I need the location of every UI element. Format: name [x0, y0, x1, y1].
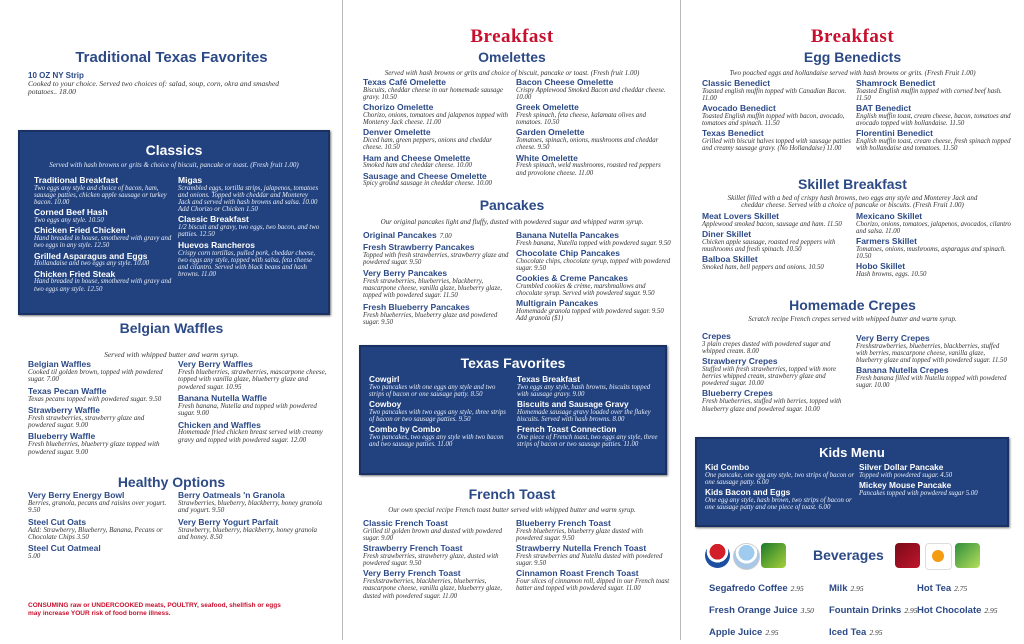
menu-item-name: Strawberry Nutella French Toast [516, 543, 647, 554]
menu-item-desc: Pancakes topped with powdered sugar 5.00 [859, 489, 978, 497]
section-title-omelettes: Omelettes [478, 49, 546, 65]
menu-item-desc: English muffin toast, cream cheese, fresh spinach topped with hollandaise and tomatoes. 11.50 [856, 138, 1011, 153]
menu-item-desc: Fresh blueberries, blueberry glaze topped with powdered sugar. 9.00 [28, 440, 160, 456]
menu-item [517, 425, 659, 448]
beverage-price: 2.95 [850, 584, 864, 593]
menu-item-desc: Homemade granola topped with powdered sugar. 9.50 Add granola ($1) [516, 308, 664, 323]
pepsi-logo-icon [705, 543, 730, 568]
menu-item-desc: Strawberries, blueberry, blackberry, honey granola and yogurt. 9.50 [178, 498, 323, 515]
menu-item [859, 463, 1004, 479]
menu-item-name: Cowgirl [369, 374, 400, 384]
menu-item [178, 215, 322, 238]
menu-item-name: Steel Cut Oatmeal [28, 543, 101, 554]
menu-item-desc: One egg any style, hash brown, two strips of bacon or one sausage patty and one piece of toast. 6.00 [705, 496, 852, 511]
menu-item-name: Kid Combo [705, 462, 750, 472]
menu-item [28, 406, 173, 430]
menu-item-name: Denver Omelette [363, 127, 431, 138]
menu-item-name: Classic Breakfast [178, 214, 249, 225]
menu-item-desc: Smoked ham and cheddar cheese. 10.00 [363, 162, 472, 170]
menu-item-name: Shamrock Benedict [856, 78, 936, 88]
french-toast-left-col [363, 519, 513, 602]
menu-item [516, 274, 671, 297]
menu-item [178, 176, 322, 213]
menu-item [28, 360, 173, 384]
menu-item [702, 332, 852, 355]
menu-item-desc: Hash browns, eggs. 10.50 [856, 271, 927, 279]
menu-item [516, 154, 671, 177]
menu-item-desc: Hand breaded in house, smothered with gravy and two eggs in any style. 12.50 [34, 235, 172, 250]
menu-item-name: Banana Nutella Crepes [856, 365, 949, 376]
menu-item-name: Very Berry Waffles [178, 359, 253, 369]
menu-item-desc: Homemade sausage gravy loaded over the flakey biscuits. Served with hash browns. 8.00 [517, 408, 651, 423]
menu-item-name: Traditional Breakfast [34, 175, 119, 185]
crepes-right-col [856, 334, 1011, 391]
menu-item-desc: Fresh strawberries, blueberries, blackberry, mascarpone cheese, vanilla glaze, blueberry glaze, topped with powdered sugar. 11.50 [363, 278, 502, 300]
menu-item [705, 463, 855, 486]
menu-item-name: Steel Cut Oats [28, 516, 87, 527]
menu-item-desc: Hand breaded in house, smothered with gravy and two eggs any style. 12.50 [34, 278, 172, 293]
menu-item [369, 375, 511, 398]
menu-item-name: Chicken Fried Chicken [34, 225, 126, 236]
menu-item [856, 366, 1011, 389]
beverage-item [829, 622, 949, 640]
menu-item-name: Strawberry Waffle [28, 404, 100, 415]
menu-item-name: Very Berry Crepes [856, 333, 930, 343]
menu-item [702, 104, 852, 127]
menu-panel-right [681, 0, 1024, 640]
menu-item-name: Classic French Toast [363, 518, 448, 528]
menu-item-name: Berry Oatmeals 'n Granola [178, 490, 285, 500]
menu-item [178, 360, 328, 391]
menu-item-name: Very Berry French Toast [363, 568, 461, 579]
menu-item-desc: Chocolate chips, chocolate syrup, topped with powdered sugar. 9.50 [516, 257, 671, 273]
menu-item-desc: Hollandaise and two eggs any style. 10.00 [34, 260, 150, 268]
menu-item-desc: Chorizo, onions, tomatoes, jalapenos, avocados, cilantro and salsa. 11.00 [856, 220, 1011, 236]
menu-item [856, 334, 1011, 364]
menu-item-name: Avocado Benedict [702, 103, 776, 114]
menu-item [363, 569, 513, 599]
beverage-item [917, 600, 1024, 618]
beverage-name: Iced Tea [829, 627, 867, 638]
menu-item [178, 518, 328, 542]
section-intro: Two poached eggs and hollandaise served with hash browns or grits. (Fresh Fruit 1.00) [729, 69, 976, 77]
menu-item [28, 491, 173, 515]
menu-item-name: Crepes [702, 331, 731, 341]
menu-panel-middle [343, 0, 681, 640]
menu-item-desc: Toasted English muffin topped with corned beef hash. 11.50 [856, 87, 1002, 103]
menu-item-name: White Omelette [516, 152, 578, 163]
menu-item-name: Combo by Combo [369, 423, 441, 434]
menu-item [28, 432, 173, 456]
menu-item-desc: Two eggs any style, hash browns, biscuits topped with sausage gravy. 9.00 [517, 383, 651, 398]
section-intro: Our own special recipe French toast butter served with whipped butter and warm syrup. [388, 506, 636, 514]
menu-item [702, 129, 852, 152]
beverage-name: Apple Juice [709, 627, 763, 638]
menu-item-name: Classic Benedict [702, 78, 771, 88]
menu-item-name: Corned Beef Hash [34, 207, 108, 218]
menu-item-name: Biscuits and Sausage Gravy [517, 398, 629, 409]
menu-item [363, 128, 513, 151]
menu-item-desc: Crispy corn tortillas, pulled pork, cheddar cheese, two eggs any style, topped with salsa, feta cheese and cilantro. Served with black beans and hash browns. 11.00 [178, 249, 316, 278]
menu-item-name: Fresh Blueberry Pancakes [363, 301, 470, 312]
benedicts-right-col [856, 79, 1011, 155]
beverage-item [917, 578, 1024, 596]
menu-item [369, 425, 511, 448]
section-title-kids: Kids Menu [819, 445, 885, 460]
food-safety-warning: CONSUMING raw or UNDERCOOKED meats, POULTRY, seafood, shellfish or eggs may increase YOUR risk of food borne illness. [28, 602, 281, 618]
menu-item-desc: Fresh strawberries, strawberry glaze and powdered sugar. 9.00 [28, 413, 145, 430]
menu-item [516, 249, 671, 272]
menu-item-name: Strawberry French Toast [363, 543, 463, 554]
menu-item [34, 176, 174, 206]
menu-item-desc: Grilled til golden brown and dusted with powdered sugar. 9.00 [363, 527, 503, 543]
pancakes-left-col [363, 231, 513, 329]
menu-item [363, 172, 513, 188]
menu-item-name: Migas [178, 175, 203, 185]
section-title-healthy-options: Healthy Options [117, 474, 226, 490]
menu-item [34, 208, 174, 224]
menu-item-desc: Fresh blueberries, strawberries, mascarpone cheese, topped with vanilla glaze, blueberry glaze and powdered sugar. 10.95 [178, 367, 327, 391]
menu-item [516, 128, 671, 151]
menu-item-name: Farmers Skillet [856, 236, 917, 247]
section-title-french-toast: French Toast [468, 486, 556, 502]
menu-item [856, 104, 1011, 127]
omelettes-right-col [516, 78, 671, 179]
skillet-left-col [702, 212, 852, 273]
menu-item-name: Chorizo Omelette [363, 102, 434, 113]
menu-item-desc: Fresh banana filled with Nutella topped with powdered sugar. 10.00 [856, 375, 1007, 390]
beverage-price: 3.50 [800, 606, 814, 615]
section-title-skillet: Skillet Breakfast [798, 176, 907, 192]
menu-item-desc: Fresh banana, Nutella and topped with powdered sugar. 9.00 [178, 401, 317, 418]
menu-item [34, 252, 174, 268]
menu-item [369, 400, 511, 423]
menu-item [363, 269, 513, 299]
menu-item-name: Florentini Benedict [856, 128, 933, 139]
menu-item-name: Chocolate Chip Pancakes [516, 248, 620, 259]
healthy-right-col [178, 491, 328, 544]
beverage-price: 2.95 [984, 606, 998, 615]
menu-item-desc: Tomatoes, spinach, onions, mushrooms and cheddar cheese. 9.50 [516, 137, 659, 152]
kids-right-col [859, 463, 1004, 499]
menu-item-name: Original Pancakes 7.00 [363, 230, 452, 240]
menu-item-name: Belgian Waffles [28, 359, 91, 369]
menu-item-name: Meat Lovers Skillet [702, 211, 780, 221]
menu-item-desc: Tomatoes, onions, mushrooms, asparagus and spinach. 10.50 [856, 246, 1006, 261]
menu-item [363, 78, 513, 101]
section-title-beverages: Beverages [813, 547, 884, 563]
section-intro: Skillet filled with a bed of crispy hash browns, two eggs any style and Monterey Jack and cheddar cheese. Served with a choice of pancake or biscuits. (Fresh Fruit 1.00) [727, 194, 978, 210]
menu-item-desc: Diced ham, green peppers, onions and cheddar cheese. 10.50 [363, 137, 492, 152]
menu-item-name: Fresh Strawberry Pancakes [363, 242, 475, 253]
menu-item-desc: Toasted english muffin topped with Canadian Bacon. 11.00 [702, 87, 847, 103]
section-title-crepes: Homemade Crepes [789, 297, 916, 313]
menu-item [178, 421, 328, 445]
menu-item-name: French Toast Connection [517, 423, 617, 434]
menu-item-name: Chicken and Waffles [178, 419, 261, 430]
menu-item [856, 212, 1011, 235]
beverage-name: Segafredo Coffee [709, 583, 788, 594]
beverage-name: Hot Chocolate [917, 605, 982, 616]
menu-item-name: Multigrain Pancakes [516, 298, 599, 309]
diet-pepsi-logo-icon [733, 543, 760, 570]
menu-item-desc: 1/2 biscuit and gravy, two eggs, two bacon, and two patties. 12.50 [178, 224, 320, 239]
menu-item-desc: Biscuits, cheddar cheese in our homemade sausage gravy. 10.50 [363, 86, 503, 102]
menu-item [517, 400, 659, 423]
menu-item-desc: Grilled with biscuit halves topped with sausage patties and creamy sausage gravy. (No Hollandaise) 11.00 [702, 138, 851, 153]
menu-item [702, 230, 852, 253]
menu-item [702, 79, 852, 102]
menu-item-name: Cinnamon Roast French Toast [516, 568, 639, 579]
menu-item-name: Blueberry Waffle [28, 431, 96, 442]
section-intro: Served with whipped butter and warm syrup. [104, 350, 239, 359]
waffles-right-col [178, 360, 328, 447]
beverages-col-3 [917, 578, 1024, 622]
pancakes-right-col [516, 231, 671, 325]
menu-item [859, 481, 1004, 497]
menu-item-name: Banana Nutella Pancakes [516, 230, 619, 240]
menu-item-desc: Strawberry, blueberry, blackberry, honey granola and honey. 8.50 [178, 525, 318, 541]
beverage-price: 2.95 [869, 628, 883, 637]
crepes-left-col [702, 332, 852, 415]
menu-item-desc: Fresh strawberries, strawberry glaze, dusted with powdered sugar. 9.50 [363, 553, 499, 568]
kids-left-col [705, 463, 855, 513]
menu-item [516, 569, 671, 592]
menu-item [856, 237, 1011, 260]
menu-item-desc: Cooked to your choice. Served two choices of: salad, soup, corn, okra and smashed potatoes.. 18.00 [28, 79, 279, 96]
classics-box [18, 130, 330, 315]
menu-item-name: Greek Omelette [516, 102, 579, 113]
menu-item-desc: Fresh spinach, feta cheese, kalamata olives and tomatoes. 10.50 [516, 112, 646, 127]
classics-left-col [34, 176, 174, 295]
classics-right-col [178, 176, 322, 280]
menu-item-desc: Applewood smoked bacon, sausage and ham. 11.50 [702, 220, 842, 228]
menu-item-name: Blueberry Crepes [702, 388, 773, 399]
menu-item [28, 544, 173, 560]
menu-item-desc: Add: Strawberry, Blueberry, Banana, Pecans or Chocolate Chips 3.50 [28, 525, 163, 541]
menu-item [34, 226, 174, 249]
menu-item-name: Garden Omelette [516, 127, 585, 138]
menu-item-desc: Smoked ham, bell peppers and onions. 10.50 [702, 264, 824, 272]
menu-item-name: Blueberry French Toast [516, 518, 611, 528]
menu-item [702, 255, 852, 271]
texas-favorites-left-col [369, 375, 511, 450]
menu-item-name: Ham and Cheese Omelette [363, 152, 471, 163]
menu-item-name: Texas Pecan Waffle [28, 385, 107, 396]
menu-item-name: Balboa Skillet [702, 254, 758, 265]
menu-item-name: Texas Benedict [702, 128, 764, 139]
menu-item [178, 491, 328, 515]
menu-item-name: Very Berry Pancakes [363, 268, 448, 279]
menu-item [705, 488, 855, 511]
section-title-texas-favorites: Texas Favorites [460, 355, 566, 371]
beverage-name: Milk [829, 583, 848, 594]
menu-item-name: Diner Skillet [702, 229, 752, 240]
menu-item-name: Grilled Asparagus and Eggs [34, 250, 148, 261]
menu-item [517, 375, 659, 398]
menu-item-name: Very Berry Energy Bowl [28, 490, 125, 500]
beverage-price: 2.75 [954, 584, 968, 593]
beverage-name: Fountain Drinks [829, 605, 902, 616]
healthy-left-col [28, 491, 173, 563]
menu-item-name: Mexicano Skillet [856, 211, 923, 221]
menu-item-name: 10 OZ NY Strip [28, 71, 84, 80]
section-title-egg-benedicts: Egg Benedicts [803, 49, 902, 65]
section-title-classics: Classics [145, 142, 203, 158]
menu-item-name: Kids Bacon and Eggs [705, 486, 791, 497]
omelettes-left-col [363, 78, 513, 190]
section-intro: Served with hash browns or grits & choice of biscuit, pancake or toast. (Fresh fruit 1.00) [49, 161, 299, 169]
menu-item-desc: Homemade fried chicken breast served with creamy gravy and topped with powdered sugar. 12.00 [178, 428, 323, 444]
section-title-traditional-texas: Traditional Texas Favorites [75, 49, 268, 66]
menu-item-name: Mickey Mouse Pancake [859, 479, 952, 490]
menu-item-name: Strawberry Crepes [702, 356, 778, 367]
breakfast-header: Breakfast [810, 26, 895, 47]
menu-item-desc: Fresh banana, Nutella topped with powdered sugar. 9.50 [516, 239, 671, 247]
menu-item-desc: Cooked til golden brown, topped with powdered sugar. 7.00 [28, 367, 163, 384]
menu-item-desc: Chorizo, onions, tomatoes and jalapenos topped with Monterey Jack cheese. 11.00 [363, 112, 509, 127]
menu-item [178, 394, 328, 418]
beverage-price: 2.95 [904, 606, 918, 615]
menu-item-name: Huevos Rancheros [178, 239, 255, 250]
menu-item-name: Sausage and Cheese Omelette [363, 170, 487, 181]
menu-item-desc: 3 plain crepes dusted with powdered sugar and whipped cream. 8.00 [702, 340, 831, 356]
menu-item-desc: Fresh spinach, weld mushrooms, roasted red peppers and provolone cheese. 11.00 [516, 162, 661, 177]
menu-item-desc: Fresh blueberries, blueberry glaze dusted with powdered sugar. 9.50 [516, 527, 643, 543]
section-intro: Our original pancakes light and fluffy, dusted with powdered sugar and whipped warm syrup. [380, 218, 644, 226]
menu-item [28, 387, 173, 403]
benedicts-left-col [702, 79, 852, 155]
menu-item [363, 231, 513, 240]
menu-item [516, 78, 671, 101]
menu-item [363, 303, 513, 326]
breakfast-header: Breakfast [470, 26, 554, 47]
section-title-belgian-waffles: Belgian Waffles [119, 320, 224, 336]
menu-item [363, 154, 513, 170]
menu-item-name: Silver Dollar Pancake [859, 462, 944, 472]
menu-item-name: Hobo Skillet [856, 261, 906, 272]
menu-item-name: BAT Benedict [856, 103, 912, 114]
menu-item [363, 544, 513, 567]
menu-item-name: Cowboy [369, 398, 402, 409]
menu-item-desc: Crispy Applewood Smoked Bacon and cheddar cheese. 10.00 [516, 86, 666, 102]
menu-item-desc: Freshstrawberries, blueberries, blackberries, stuffed with berries, mascarpone cheese, vanilla glaze, blueberry glaze and topped with powdered sugar. 11.50 [856, 342, 1007, 365]
menu-item [702, 357, 852, 387]
menu-item [363, 103, 513, 126]
menu-item-desc: One pancake, one egg any style, two strips of bacon or one sausage patty. 6.00 [705, 471, 855, 486]
menu-item-desc: Crumbled cookies & crème, marshmallows and chocolate syrup. Served with powdered sugar. 9.50 [516, 283, 655, 298]
menu-item-desc: 5.00 [28, 552, 41, 561]
menu-item [702, 389, 852, 412]
section-intro: Scratch recipe French crepes served with whipped butter and warm syrup. [748, 315, 957, 323]
menu-item [702, 212, 852, 228]
sierra-mist-logo-icon [955, 543, 980, 568]
mountain-dew-logo-icon [761, 543, 786, 568]
waffles-left-col [28, 360, 173, 459]
menu-item-name: Very Berry Yogurt Parfait [178, 516, 279, 527]
menu-item-desc: English muffin toast, cream cheese, bacon, tomatoes and avocado topped with hollandaise. 11.50 [856, 113, 1011, 128]
menu-item-desc: Chicken apple sausage, roasted red peppers with mushrooms and fresh spinach. 10.50 [702, 238, 836, 254]
menu-item-desc: Topped with powdered sugar. 4.50 [859, 471, 953, 479]
beverage-price: 2.95 [765, 628, 779, 637]
menu-item-desc: Two pancakes, two eggs any style with two bacon and two sausage patties. 11.00 [369, 433, 504, 448]
menu-item [516, 103, 671, 126]
menu-item-name: Texas Café Omelette [363, 77, 446, 87]
menu-item-desc: One piece of French toast, two eggs any style, three strips of bacon or two sausage patties. 11.00 [517, 433, 658, 448]
beverage-name: Fresh Orange Juice [709, 605, 798, 616]
menu-item [856, 262, 1011, 278]
menu-item-name: Bacon Cheese Omelette [516, 77, 614, 87]
menu-item-desc: Scrambled eggs, tortilla strips, jalapenos, tomatoes and onions. Topped with cheddar and Monterey Jack and served with hash browns and salsa. 10.00 Add Chorizo or Chicken 1.50 [178, 184, 319, 214]
dr-pepper-logo-icon [895, 543, 920, 568]
menu-item-desc: Four slices of cinnamon roll, dipped in our French toast batter and topped with powdered sugar. 11.00 [516, 578, 670, 593]
menu-item [856, 129, 1011, 152]
menu-item [516, 519, 671, 542]
section-title-pancakes: Pancakes [479, 197, 545, 213]
menu-item [516, 231, 671, 247]
french-toast-right-col [516, 519, 671, 595]
menu-item [34, 270, 174, 293]
menu-item-desc: Berries, granola, pecans and raisins over yogurt. 9.50 [28, 498, 167, 515]
menu-item-desc: Two pancakes with one eggs any style and two strips of bacon or one sausage patty. 8.50 [369, 383, 496, 398]
skillet-right-col [856, 212, 1011, 280]
menu-item-desc: Two eggs any style and choice of bacon, ham, sausage patties, chicken apple sausage or turkey bacon. 10.00 [34, 184, 167, 207]
beverage-name: Hot Tea [917, 583, 952, 594]
menu-item-desc: Toasted English muffin topped with bacon, avocado, tomatoes and spinach. 11.50 [702, 113, 845, 128]
menu-item-desc: Topped with fresh strawberries, strawberry glaze and powdered sugar. 9.50 [363, 252, 509, 267]
menu-item-desc: Two eggs any style. 10.50 [34, 217, 104, 225]
menu-item-desc: Freshstrawberries, blackberries, blueberries, mascarpone cheese, vanilla glaze, blueberry glaze, dusted with powdered sugar. 11.00 [363, 578, 502, 600]
menu-panel-left [0, 0, 343, 640]
menu-item-desc: Spicy ground sausage in cheddar cheese. 10.00 [363, 180, 492, 188]
menu-item-desc: Two pancakes with two eggs any style, three strips of bacon or two sausage patties. 9.50 [369, 408, 506, 423]
menu-item [28, 518, 173, 542]
menu-item-price: 7.00 [439, 233, 452, 240]
menu-item [516, 299, 671, 322]
menu-item-desc: Fresh blueberries, blueberry glaze and powdered sugar. 9.50 [363, 311, 498, 326]
menu-item [178, 241, 322, 278]
menu-item-desc: Stuffed with fresh strawberries, topped with more berries whipped cream, strawberry glaze and powdered sugar. 10.00 [702, 366, 837, 388]
menu-item-name: Texas Breakfast [517, 374, 581, 384]
menu-item-name: Chicken Fried Steak [34, 268, 116, 279]
menu-item [516, 544, 671, 567]
menu-item-desc: Texas pecans topped with powdered sugar. 9.50 [28, 394, 162, 403]
menu-item-desc: Fresh blueberries, stuffed with berries, topped with blueberry glaze and powdered sugar. 10.00 [702, 398, 842, 413]
menu-item [856, 79, 1011, 102]
section-intro: Served with hash browns or grits and choice of biscuit, pancake or toast. (Fresh fruit 1.00) [384, 69, 640, 77]
menu-item [363, 243, 513, 266]
menu-item-name: Banana Nutella Waffle [178, 392, 267, 403]
menu-item [363, 519, 513, 542]
menu-item-desc: Fresh strawberries and Nutella dusted with powdered sugar. 9.50 [516, 553, 663, 568]
texas-favorites-right-col [517, 375, 659, 450]
texas-favorites-box [359, 345, 667, 475]
kids-menu-box [695, 437, 1009, 527]
beverage-price: 2.95 [790, 584, 804, 593]
tropicana-logo-icon [925, 543, 952, 570]
menu-item-name: Cookies & Creme Pancakes [516, 273, 628, 284]
